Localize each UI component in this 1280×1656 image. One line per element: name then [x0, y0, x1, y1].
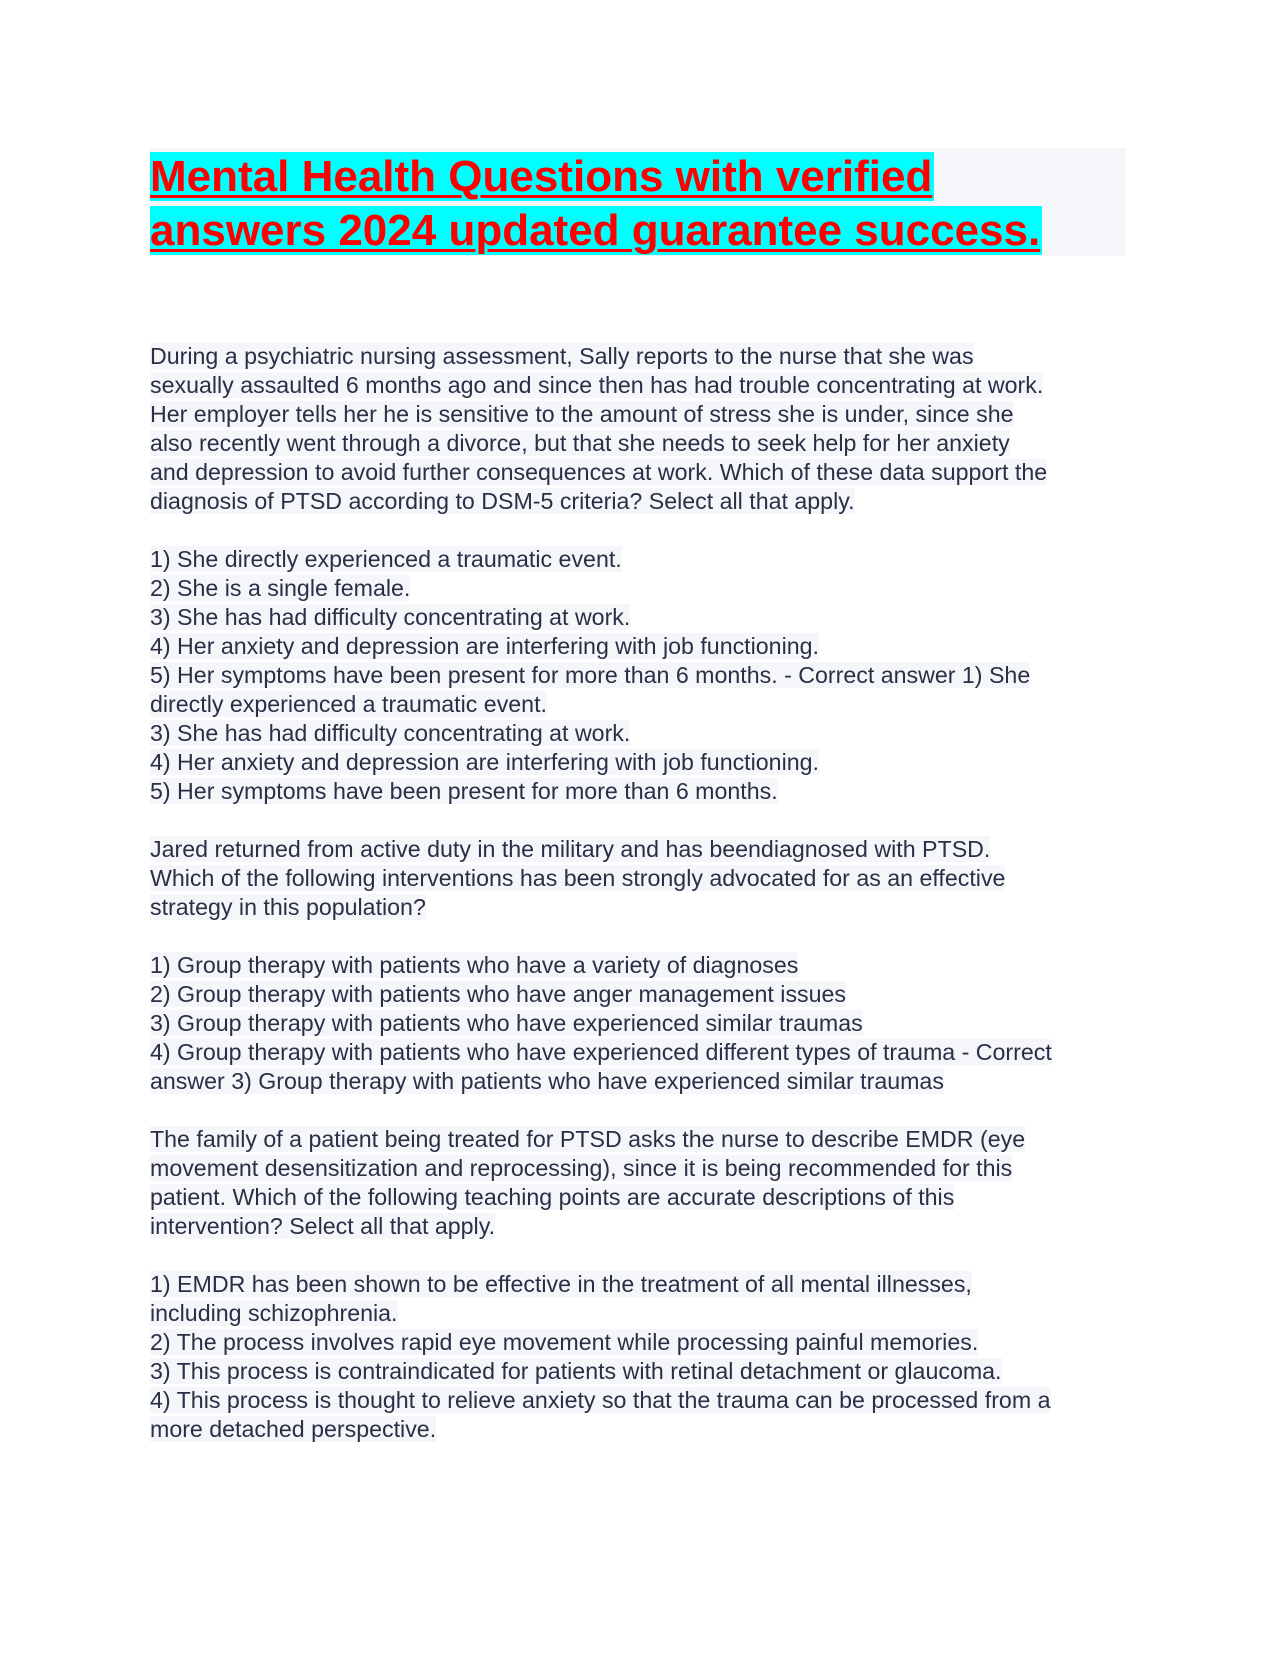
question-1-stem: [150, 342, 1140, 516]
option-line: 2) Group therapy with patients who have anger management issues: [150, 981, 847, 1007]
option-line: including schizophrenia.: [150, 1300, 398, 1326]
option-line: 3) Group therapy with patients who have experienced similar traumas: [150, 1010, 863, 1036]
option-line: 4) Her anxiety and depression are interfering with job functioning.: [150, 633, 819, 659]
text-line: diagnosis of PTSD according to DSM-5 criteria? Select all that apply.: [150, 488, 855, 514]
option-line: 3) This process is contraindicated for patients with retinal detachment or glaucoma.: [150, 1358, 1002, 1384]
text-line: patient. Which of the following teaching points are accurate descriptions of this: [150, 1184, 955, 1210]
text-line: Her employer tells her he is sensitive to the amount of stress she is under, since she: [150, 401, 1014, 427]
document-title: [150, 150, 1126, 258]
option-line: directly experienced a traumatic event.: [150, 691, 547, 717]
text-line: strategy in this population?: [150, 894, 426, 920]
text-line: intervention? Select all that apply.: [150, 1213, 496, 1239]
text-line: Jared returned from active duty in the military and has beendiagnosed with PTSD.: [150, 836, 991, 862]
document-body: [150, 342, 1140, 1473]
option-line: answer 3) Group therapy with patients who have experienced similar traumas: [150, 1068, 944, 1094]
option-line: 1) EMDR has been shown to be effective in the treatment of all mental illnesses,: [150, 1271, 972, 1297]
option-line: 2) The process involves rapid eye movement while processing painful memories.: [150, 1329, 979, 1355]
text-line: also recently went through a divorce, but that she needs to seek help for her anxiety: [150, 430, 1010, 456]
option-line: 5) Her symptoms have been present for more than 6 months. - Correct answer 1) She: [150, 662, 1031, 688]
text-line: Which of the following interventions has been strongly advocated for as an effective: [150, 865, 1006, 891]
title-line-1: Mental Health Questions with verified: [150, 152, 933, 201]
question-2-stem: [150, 835, 1140, 922]
option-line: 2) She is a single female.: [150, 575, 411, 601]
question-2-options: [150, 951, 1140, 1096]
option-line: 4) Her anxiety and depression are interfering with job functioning.: [150, 749, 819, 775]
text-line: sexually assaulted 6 months ago and since then has had trouble concentrating at work.: [150, 372, 1044, 398]
text-line: During a psychiatric nursing assessment, Sally reports to the nurse that she was: [150, 343, 974, 369]
option-line: 3) She has had difficulty concentrating at work.: [150, 604, 631, 630]
option-line: 4) This process is thought to relieve anxiety so that the trauma can be processed from a: [150, 1387, 1051, 1413]
question-1-options: [150, 545, 1140, 806]
option-line: 4) Group therapy with patients who have experienced different types of trauma - Correct: [150, 1039, 1052, 1065]
option-line: more detached perspective.: [150, 1416, 437, 1442]
title-line-2: answers 2024 updated guarantee success.: [150, 206, 1041, 255]
question-3-options: [150, 1270, 1140, 1444]
option-line: 3) She has had difficulty concentrating at work.: [150, 720, 631, 746]
text-line: and depression to avoid further consequences at work. Which of these data support the: [150, 459, 1048, 485]
question-3-stem: [150, 1125, 1140, 1241]
option-line: 1) She directly experienced a traumatic event.: [150, 546, 622, 572]
option-line: 5) Her symptoms have been present for more than 6 months.: [150, 778, 778, 804]
option-line: 1) Group therapy with patients who have a variety of diagnoses: [150, 952, 799, 978]
text-line: movement desensitization and reprocessing), since it is being recommended for this: [150, 1155, 1013, 1181]
text-line: The family of a patient being treated for PTSD asks the nurse to describe EMDR (eye: [150, 1126, 1026, 1152]
